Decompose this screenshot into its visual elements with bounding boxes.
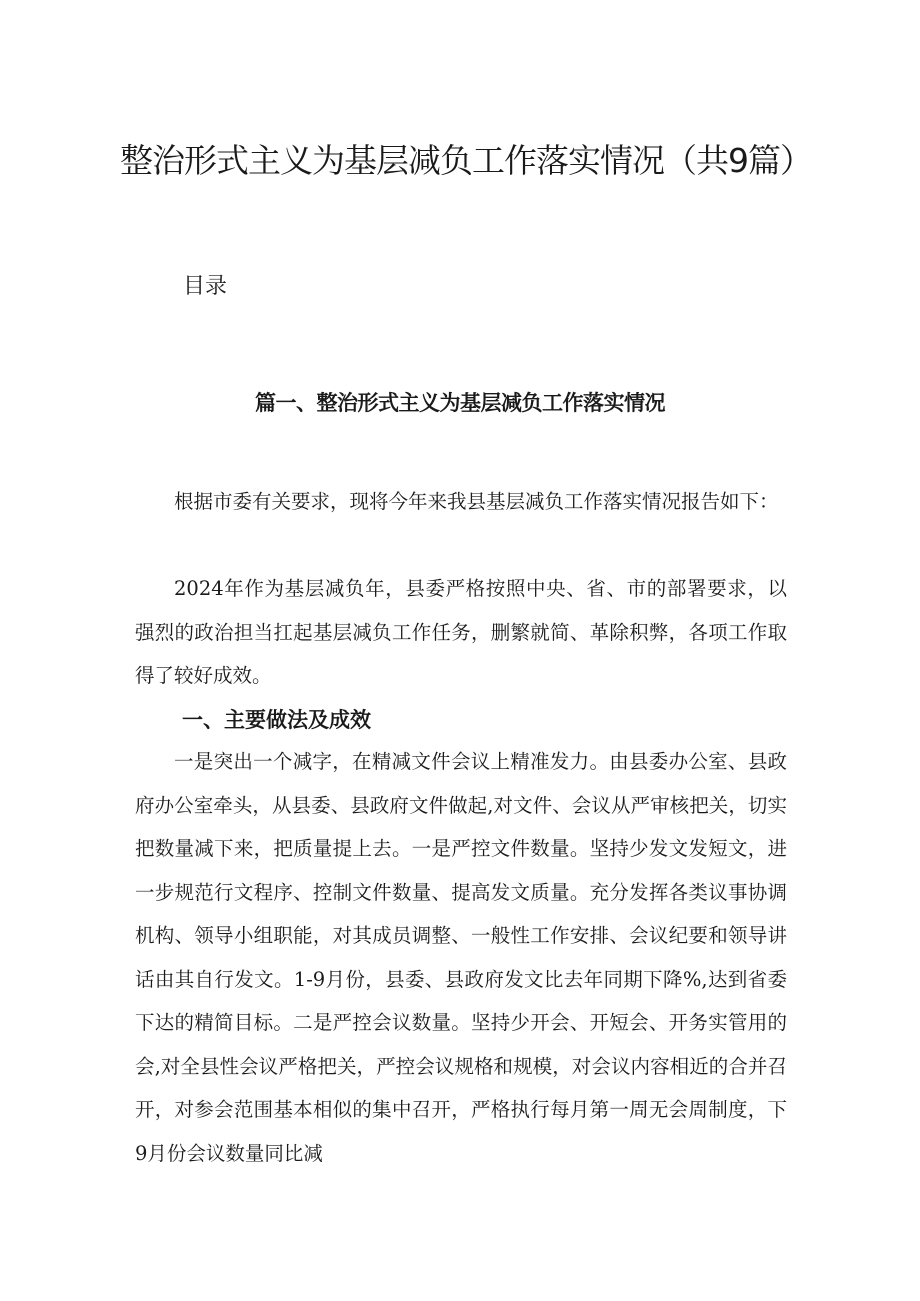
chapter-heading: 篇一、整治形式主义为基层减负工作落实情况	[255, 391, 665, 415]
document-title: 整治形式主义为基层减负工作落实情况（共9篇）	[120, 141, 812, 180]
section-heading: 一、主要做法及成效	[182, 708, 371, 732]
toc-label: 目录	[183, 274, 228, 299]
paragraph-overview: 2024年作为基层减负年，县委严格按照中央、省、市的部署要求，以强烈的政治担当扛起基层减负工作任务，删繁就简、革除积弊，各项工作取得了较好成效。	[135, 577, 787, 687]
paragraph-intro: 根据市委有关要求，现将今年来我县基层减负工作落实情况报告如下：	[174, 490, 779, 513]
paragraph-measures: 一是突出一个减字，在精减文件会议上精准发力。由县委办公室、县政府办公室牵头，从县委、县政府文件做起,对文件、会议从严审核把关，切实把数量减下来，把质量提上去。一是严控文件数量。坚持少发文发短文，进一步规范行文程序、控制文件数量、提高发文质量。充分发挥各类议事协调机构、领导小组职能，对其成员调整、一般性工作安排、会议纪要和领导讲话由其自行发文。1-9月份，县委、县政府发文比去年同期下降%,达到省委下达的精简目标。二是严控会议数量。坚持少开会、开短会、开务实管用的会,对全县性会议严格把关，严控会议规格和规模，对会议内容相近的合并召开，对参会范围基本相似的集中召开，严格执行每月第一周无会周制度，下9月份会议数量同比减	[135, 750, 787, 1165]
